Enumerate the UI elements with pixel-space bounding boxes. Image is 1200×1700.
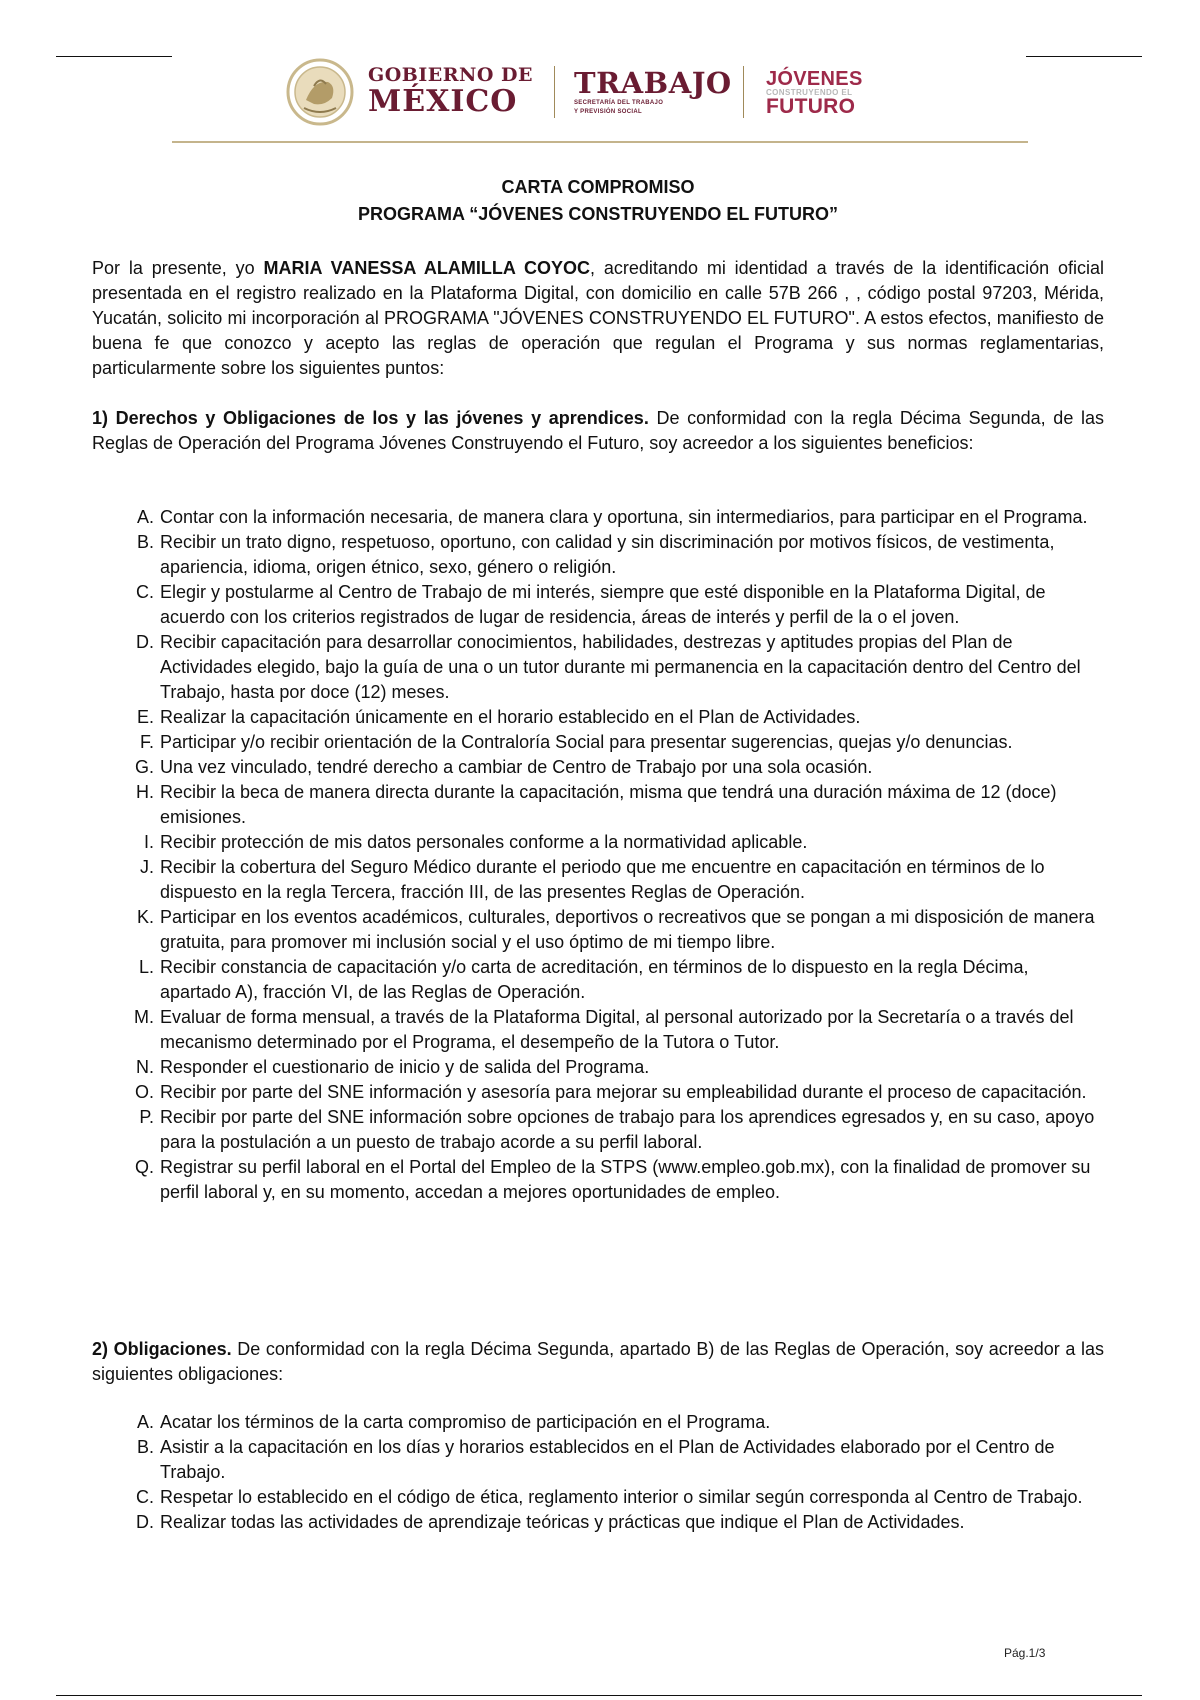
list-item-text: Participar y/o recibir orientación de la Contraloría Social para presentar sugerencias, quejas y/o denuncias. [160, 732, 1013, 752]
list-item [118, 855, 1104, 905]
rights-list [118, 505, 1104, 1205]
top-left-rule [56, 56, 172, 57]
list-item-text: Acatar los términos de la carta compromiso de participación en el Programa. [160, 1412, 771, 1432]
list-item-text: Evaluar de forma mensual, a través de la Plataforma Digital, al personal autorizado por la Secretaría o a través del mecanismo determinado por el Programa, el desempeño de la Tutora o Tutor. [160, 1007, 1074, 1052]
title-line1: CARTA COMPROMISO [501, 177, 695, 197]
list-item [118, 955, 1104, 1005]
list-item [118, 530, 1104, 580]
list-item-text: Elegir y postularme al Centro de Trabajo de mi interés, siempre que esté disponible en la Plataforma Digital, de acuerdo con los criterios registrados de lugar de residencia, áreas de interés y perfil de la o el joven. [160, 582, 1046, 627]
title-line2: PROGRAMA “JÓVENES CONSTRUYENDO EL FUTURO” [357, 204, 839, 224]
jovenes-line2: CONSTRUYENDO EL [766, 88, 853, 97]
list-item-text: Recibir constancia de capacitación y/o carta de acreditación, en términos de lo dispuesto en la regla Décima, apartado A), fracción VI, de las Reglas de Operación. [160, 957, 1029, 1002]
list-item [118, 505, 1104, 530]
list-item-letter: N. [136, 1057, 154, 1077]
list-item [118, 1080, 1104, 1105]
list-item-text: Contar con la información necesaria, de manera clara y oportuna, sin intermediarios, para participar en el Programa. [160, 507, 1088, 527]
list-item-text: Registrar su perfil laboral en el Portal del Empleo de la STPS (www.empleo.gob.mx), con la finalidad de promover su perfil laboral y, en su momento, accedan a mejores oportunidades de empleo. [160, 1157, 1091, 1202]
list-item [118, 1410, 1104, 1435]
list-item [118, 780, 1104, 830]
jovenes-line1: JÓVENES [766, 68, 863, 90]
header-divider [172, 141, 1028, 143]
list-item [118, 730, 1104, 755]
list-item-letter: P. [139, 1107, 154, 1127]
list-item-text: Asistir a la capacitación en los días y horarios establecidos en el Plan de Actividades elaborado por el Centro de Trabajo. [160, 1437, 1055, 1482]
gobierno-line1: GOBIERNO DE [368, 64, 533, 86]
logo-separator [554, 66, 555, 118]
list-item-letter: I. [143, 832, 154, 852]
intro-paragraph [92, 256, 1104, 381]
list-item-letter: D. [136, 632, 154, 652]
list-item-text: Participar en los eventos académicos, culturales, deportivos o recreativos que se pongan a mi disposición de manera gratuita, para promover mi inclusión social y el uso óptimo de mi tiempo libre. [160, 907, 1095, 952]
gobierno-de-mexico-logo [368, 64, 533, 118]
list-item [118, 630, 1104, 705]
list-item-letter: D. [136, 1512, 154, 1532]
list-item-letter: O. [134, 1082, 154, 1102]
obligations-list [118, 1410, 1104, 1535]
trabajo-logo [574, 68, 732, 116]
list-item-letter: E. [136, 707, 154, 727]
list-item [118, 1105, 1104, 1155]
list-item-letter: B. [136, 532, 154, 552]
list-item-text: Recibir la cobertura del Seguro Médico durante el periodo que me encuentre en capacitación en términos de lo dispuesto en la regla Tercera, fracción III, de las presentes Reglas de Operación. [160, 857, 1045, 902]
list-item-letter: C. [136, 1487, 154, 1507]
section2-intro [92, 1337, 1104, 1387]
list-item-letter: C. [136, 582, 154, 602]
section1-text: De conformidad con la regla Décima Segunda, de las Reglas de Operación del Programa Jóvenes Construyendo el Futuro, soy acreedor a los siguientes beneficios: [92, 408, 1105, 453]
list-item [118, 830, 1104, 855]
list-item-text: Recibir por parte del SNE información y asesoría para mejorar su empleabilidad durante el proceso de capacitación. [160, 1082, 1087, 1102]
list-item-letter: F. [139, 732, 154, 752]
list-item [118, 1155, 1104, 1205]
list-item-letter: K. [136, 907, 154, 927]
list-item [118, 1485, 1104, 1510]
bottom-rule [56, 1695, 1142, 1696]
list-item [118, 580, 1104, 630]
trabajo-subtitle-line1: SECRETARÍA DEL TRABAJO [574, 100, 664, 106]
list-item-letter: H. [136, 782, 154, 802]
list-item [118, 755, 1104, 780]
list-item-text: Una vez vinculado, tendré derecho a cambiar de Centro de Trabajo por una sola ocasión. [160, 757, 873, 777]
list-item-letter: A. [136, 507, 154, 527]
list-item [118, 1510, 1104, 1535]
list-item [118, 905, 1104, 955]
list-item-text: Realizar todas las actividades de aprendizaje teóricas y prácticas que indique el Plan de Actividades. [160, 1512, 965, 1532]
list-item-letter: G. [134, 757, 154, 777]
section2-text: De conformidad con la regla Décima Segunda, apartado B) de las Reglas de Operación, soy acreedor a las siguientes obligaciones: [92, 1339, 1104, 1384]
jovenes-line3: FUTURO [766, 95, 856, 118]
letterhead [284, 56, 904, 126]
intro-before-name: Por la presente, yo [92, 258, 264, 278]
list-item-letter: J. [139, 857, 154, 877]
list-item-text: Recibir la beca de manera directa durante la capacitación, misma que tendrá una duración máxima de 12 (doce) emisiones. [160, 782, 1057, 827]
gobierno-line2: MÉXICO [368, 84, 518, 119]
page-number: Pág.1/3 [1004, 1646, 1046, 1660]
mexico-seal-icon [284, 58, 356, 126]
list-item-text: Recibir un trato digno, respetuoso, oportuno, con calidad y sin discriminación por motivos físicos, de vestimenta, apariencia, idioma, origen étnico, sexo, género o religión. [160, 532, 1055, 577]
list-item [118, 1055, 1104, 1080]
list-item-text: Realizar la capacitación únicamente en el horario establecido en el Plan de Actividades. [160, 707, 861, 727]
list-item-letter: M. [134, 1007, 154, 1027]
list-item-text: Responder el cuestionario de inicio y de salida del Programa. [160, 1057, 650, 1077]
logo-separator [743, 66, 744, 118]
applicant-name: MARIA VANESSA ALAMILLA COYOC [263, 258, 591, 278]
list-item-letter: A. [136, 1412, 154, 1432]
list-item-text: Recibir protección de mis datos personales conforme a la normatividad aplicable. [160, 832, 808, 852]
section2-heading: 2) Obligaciones. [92, 1339, 232, 1359]
list-item-letter: L. [138, 957, 154, 977]
list-item-letter: Q. [134, 1157, 154, 1177]
list-item-letter: B. [136, 1437, 154, 1457]
document-title [92, 174, 1104, 228]
trabajo-title: TRABAJO [574, 66, 732, 100]
list-item-text: Respetar lo establecido en el código de ética, reglamento interior o similar según corresponda al Centro de Trabajo. [160, 1487, 1083, 1507]
section1-intro [92, 406, 1104, 456]
list-item [118, 1435, 1104, 1485]
trabajo-subtitle-line2: Y PREVISIÓN SOCIAL [574, 109, 642, 115]
list-item-text: Recibir por parte del SNE información sobre opciones de trabajo para los aprendices egresados y, en su caso, apoyo para la postulación a un puesto de trabajo acorde a su perfil laboral. [160, 1107, 1095, 1152]
intro-after-name: , acreditando mi identidad a través de la identificación oficial presentada en el registro realizado en la Plataforma Digital, con domicilio en calle 57B 266 , , código postal 97203, Mérida, Yucatán, solicito mi incorporación al PROGRAMA "JÓVENES CONSTRUYENDO EL FUTURO". A estos efectos, manifiesto de buena fe que conozco y acepto las reglas de operación que regulan el Programa y sus normas reglamentarias, particularmente sobre los siguientes puntos: [92, 258, 1104, 378]
list-item [118, 705, 1104, 730]
section1-heading: 1) Derechos y Obligaciones de los y las jóvenes y aprendices. [92, 408, 649, 428]
jovenes-construyendo-logo [766, 70, 863, 116]
list-item [118, 1005, 1104, 1055]
top-right-rule [1026, 56, 1142, 57]
list-item-text: Recibir capacitación para desarrollar conocimientos, habilidades, destrezas y aptitudes propias del Plan de Actividades elegido, bajo la guía de una o un tutor durante mi permanencia en la capacitación dentro del Centro del Trabajo, hasta por doce (12) meses. [160, 632, 1081, 702]
